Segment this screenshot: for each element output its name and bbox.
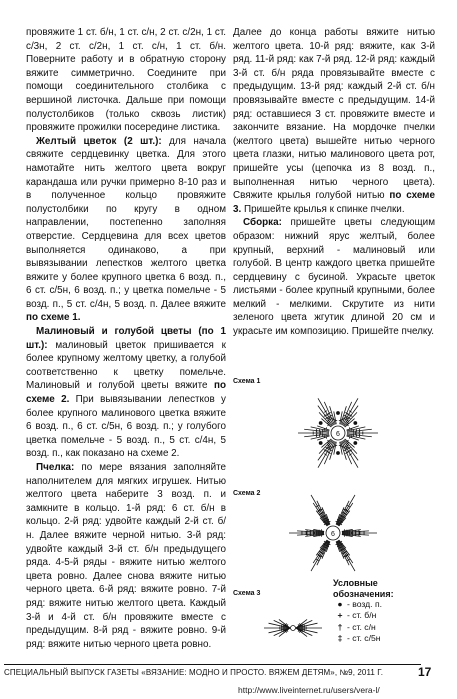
legend-row-sc — [333, 610, 394, 621]
page-footer — [0, 663, 457, 699]
bee-continued-text: Далее до конца работы вяжите нитью желтого цвета. 10-й ряд: вяжите, как 3-й ряд. 11-й ряд: как 7-й ряд. 12-й ряд: каждый 3-й ст. б/н ряда провязывайте вместе с предыдущим. 13-й ряд: каждый 2-й ст. б/н провязывайте вместе с предыдущим. 14-й ряд: оставшиеся 3 ст. провяжите вместе и закончите вязание. На мордочке пчелки (желтого цвета) вышейте нитью черного цвета глазки, нитью малинового цвета рот, пришейте усы (цепочка из 8 возд. п., выполненная нитью черного цвета). Свяжите крылья голубой нитью — [233, 27, 435, 202]
legend-label-dc: - ст. с/н — [347, 621, 376, 632]
legend-label-sc: - ст. б/н — [347, 610, 377, 621]
scheme-1-stitch-bar — [351, 435, 352, 438]
scheme-1-stitch-bar — [326, 427, 327, 430]
scheme-3-wings — [264, 619, 322, 636]
assembly-text: пришейте цветы следующим образом: нижний ярус желтый, более крупный, верхний - малиновый или голубой. В центр каждого цветка пришейте сердцевину с бусиной. Украсьте цветок листьями - более крупный крупными, более мелкий - мелкими. Скрутите из нити зеленого цвета жгутик длиной 20 см и украсьте им композицию. Пришейте пчелку. — [233, 217, 435, 338]
assembly-title: Сборка: — [243, 217, 282, 229]
scheme-1-chain — [319, 442, 322, 445]
bee-continued-tail: Пришейте крылья к спинке пчелки. — [241, 203, 405, 215]
scheme-3-stitch-bar — [281, 628, 282, 631]
scheme-2-center-number: 6 — [331, 531, 335, 538]
scheme-3-stitch-bar — [281, 625, 282, 628]
scheme-3-stitch-bar — [304, 625, 305, 628]
left-column — [26, 26, 226, 651]
bee-text: по мере вязания заполняйте наполнителем для мягких игрушек. Нитью желтого цвета наберите 3 возд. п. и замкните в кольцо. 1-й ряд: 6 ст. б/н в кольцо. 2-й ряд: удвойте каждый 2-й ст. б/н. Далее вяжите черной нитью. 3-й ряд: удвойте каждый 3-й ст. б/н предыдущего ряда. 4-5-й ряды - вяжите нитью желтого цвета ровно. Далее снова вяжите нитью черного цвета. 6-й ряд: вяжите ровно. 7-й ряд: вяжите нитью желтого цвета. Каждый 3-й и 4-й ст. б/н провяжите вместе с предыдущим. 8-й ряд - вяжите ровно. 9-й ряд: вяжите нитью черного цвета ровно. — [26, 462, 226, 650]
chain-stitch-icon: ● — [337, 599, 343, 609]
scheme-1-stitch-bar — [324, 435, 325, 438]
legend-label-chain: - возд. п. — [347, 599, 382, 609]
page-number: 17 — [418, 665, 432, 679]
legend-title-2: обозначения: — [333, 588, 394, 599]
bee-paragraph — [26, 461, 226, 651]
five-yarnover-crochet-icon: ‡ — [337, 633, 343, 644]
scheme-1-chain — [354, 442, 357, 445]
footer-publication: СПЕЦИАЛЬНЫЙ ВЫПУСК ГАЗЕТЫ «ВЯЗАНИЕ: МОДНО И ПРОСТО. ВЯЖЕМ ДЕТЯМ», №9, 2011 Г. — [4, 668, 384, 677]
scheme-1-stitch-bar — [332, 446, 335, 447]
legend-row-chain — [333, 599, 394, 610]
footer-rule — [4, 664, 421, 665]
legend-label-5yo: - ст. с/5н — [347, 633, 381, 644]
scheme-3-stitch-bar — [304, 628, 305, 631]
assembly-paragraph — [233, 216, 435, 338]
scheme-1-chain — [354, 422, 357, 425]
yellow-flower-scheme: по схеме 1. — [26, 312, 81, 324]
bee-title: Пчелка: — [36, 462, 75, 473]
scheme-1-stitch-bar — [349, 436, 350, 439]
right-column — [233, 26, 435, 339]
scheme-1-chain — [337, 412, 340, 415]
source-url: http://www.liveinternet.ru/users/vera-l/ — [238, 685, 380, 695]
scheme-1-chain — [319, 422, 322, 425]
scheme-2-stitch-bar — [321, 529, 322, 532]
crimson-blue-paragraph — [26, 325, 226, 461]
scheme-1-stitch-bar — [324, 428, 325, 431]
scheme-1-stitch-bar — [341, 446, 344, 447]
scheme-3-label: Схема 3 — [233, 590, 261, 597]
scheme-2-stitch-bar — [344, 534, 345, 537]
yellow-flower-paragraph — [26, 135, 226, 325]
scheme-2-label: Схема 2 — [233, 490, 261, 497]
single-crochet-icon: + — [337, 610, 343, 621]
legend-title-1: Условные — [333, 578, 378, 588]
crimson-blue-text: малиновый цветок пришивается к более крупному желтому цветку, а голубой соответственно к цветку помельче. Малиновый и голубой цветы вяжите — [26, 339, 226, 392]
legend-row-dc — [333, 622, 394, 633]
yellow-flower-title: Желтый цветок (2 шт.): — [36, 135, 162, 147]
crimson-blue-scheme: по схеме 2. — [26, 380, 226, 406]
wings-scheme: по схеме 3. — [233, 190, 435, 215]
legend — [333, 578, 394, 645]
intro-paragraph: провяжите 1 ст. б/н, 1 ст. с/н, 2 ст. с/2н, 1 ст. с/3н, 2 ст. с/2н, 1 ст. с/н, 1 ст. б/н. Поверните работу и в обратную сторону вяжите симметрично. Соедините при помощи соединительного столбика с вершиной листочка. Дальше при помощи полустолбиков (только сквозь листик) провяжите прожилки посередине листика. — [26, 27, 226, 134]
crimson-blue-title: Малиновый и голубой цветы (по 1 шт.): — [26, 326, 226, 351]
scheme-1-stitch-bar — [341, 419, 344, 420]
scheme-1-label: Схема 1 — [233, 378, 261, 385]
scheme-1-stitch-bar — [332, 419, 335, 420]
legend-row-5yo — [333, 633, 394, 644]
double-crochet-icon: † — [337, 621, 343, 632]
scheme-1-center-number: 6 — [336, 431, 340, 438]
scheme-1-stitch-bar — [351, 428, 352, 431]
scheme-3-center — [291, 626, 296, 631]
crimson-blue-text-2: При вывязывании лепестков у более крупного малинового цветка вяжите 6 возд. п., 6 ст. с/5н, 6 возд. п.; у голубого цветка помельче - 5 возд. п., 5 ст. с/4н, 5 возд. п., как показано на схеме 2. — [26, 394, 226, 460]
scheme-1-chain — [337, 452, 340, 455]
yellow-flower-text: для начала свяжите сердцевинку цветка. Для этого намотайте нить желтого цвета вокруг карандаша или ручки примерно 8-10 раз и в полученное кольцо провяжите полустолбики по кругу в одном направлении, постепенно заполняя отверстие. Сердцевина для всех цветов выполняется одинаково, а при вывязывании лепестков желтого цветка вяжите у более крупного цветка 6 возд. п., 6 ст. с/5н, 6 возд. п.; у цветка помельче - 5 возд. п., 5 ст. с/4н, 5 возд. п. Далее вяжите — [26, 135, 226, 310]
bee-continued-paragraph — [233, 26, 435, 216]
